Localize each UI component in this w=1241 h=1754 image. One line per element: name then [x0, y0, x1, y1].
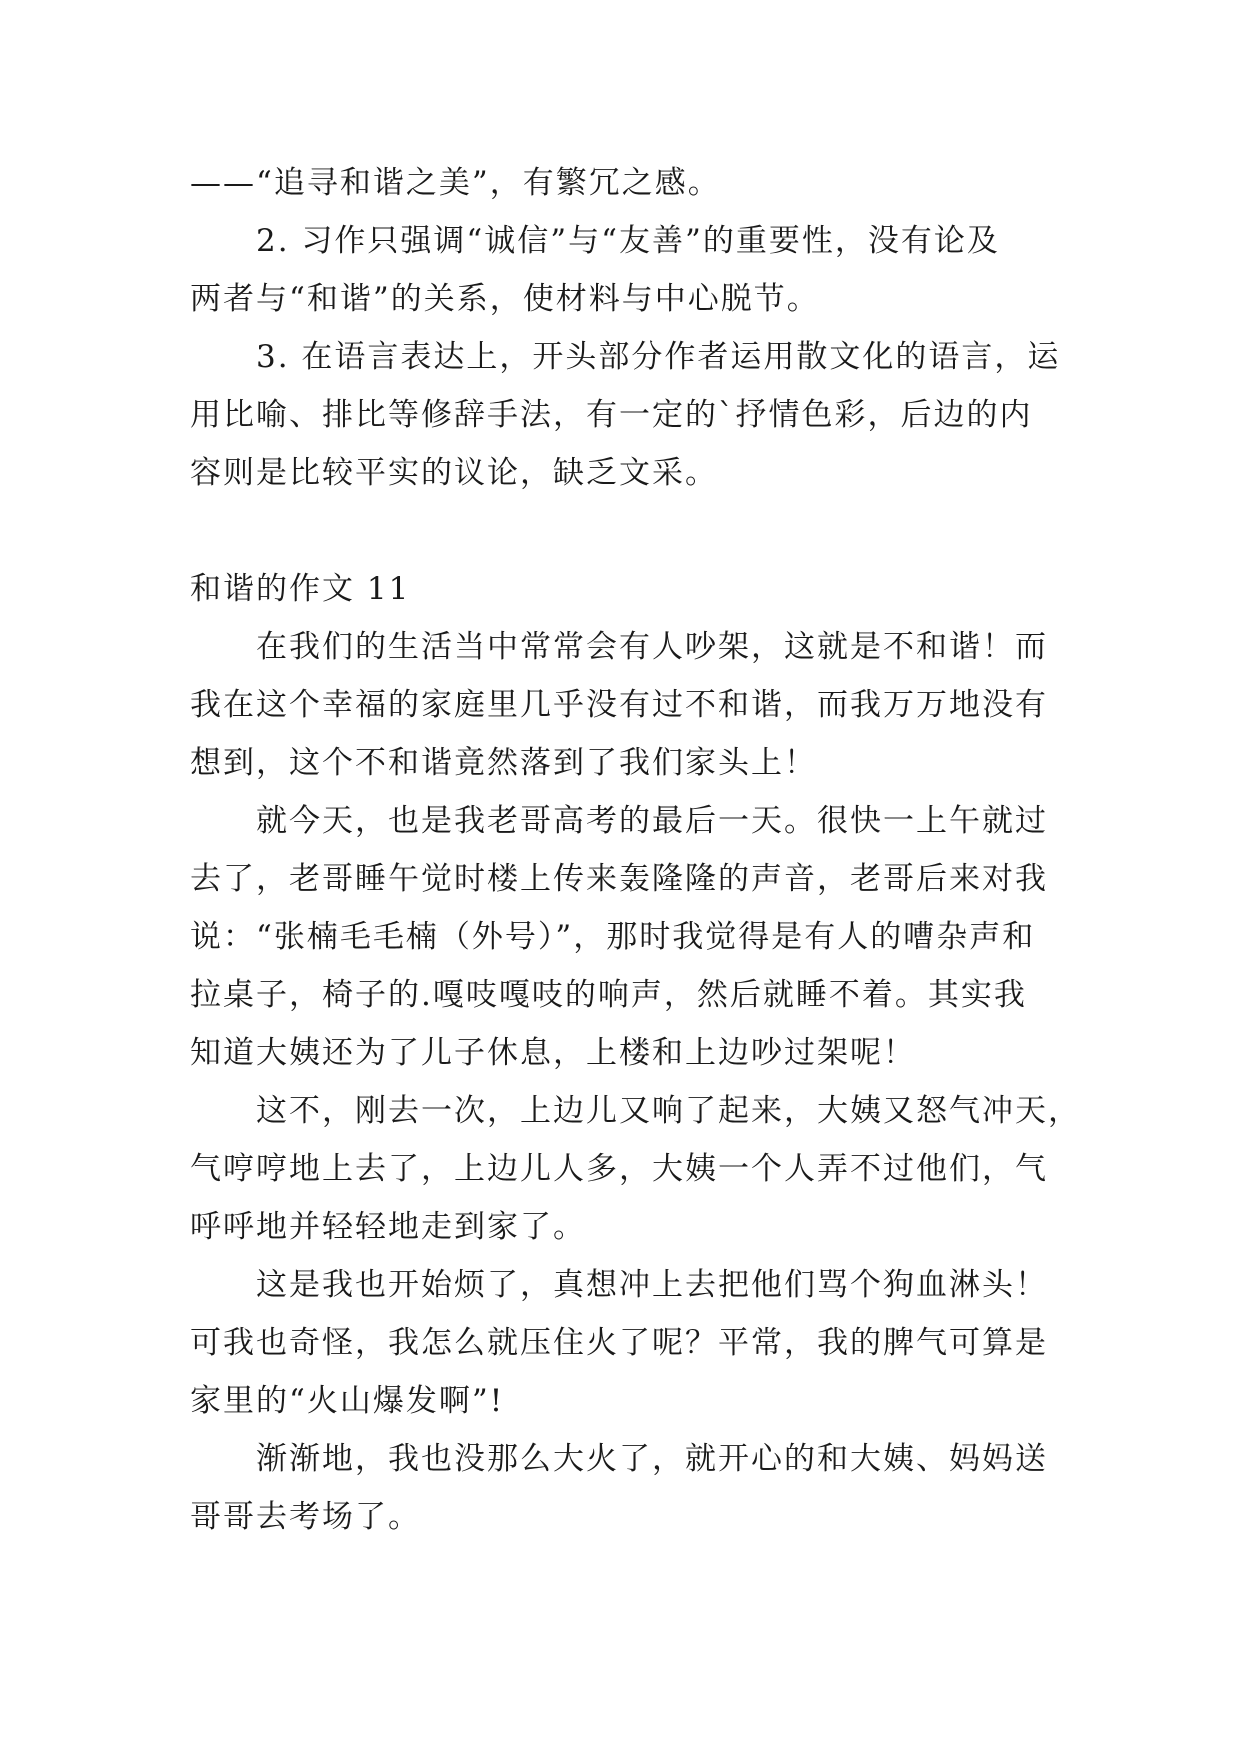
text-line: ——“追寻和谐之美”，有繁冗之感。	[190, 165, 721, 201]
text-line: 拉桌子，椅子的.嘎吱嘎吱的响声，然后就睡不着。其实我	[190, 977, 1027, 1013]
text-line: 2. 习作只强调“诚信”与“友善”的重要性，没有论及	[256, 223, 1000, 259]
text-line: 两者与“和谐”的关系，使材料与中心脱节。	[190, 281, 820, 317]
text-line: 哥哥去考场了。	[190, 1499, 421, 1535]
document-page	[190, 154, 1081, 1546]
text-line: 知道大姨还为了儿子休息，上楼和上边吵过架呢！	[190, 1035, 916, 1071]
text-line: 渐渐地，我也没那么大火了，就开心的和大姨、妈妈送	[256, 1441, 1048, 1477]
text-line: 这不，刚去一次，上边儿又响了起来，大姨又怒气冲天，	[256, 1093, 1081, 1129]
text-line: 气哼哼地上去了，上边儿人多，大姨一个人弄不过他们，气	[190, 1151, 1048, 1187]
text-line: 呼呼地并轻轻地走到家了。	[190, 1209, 586, 1245]
text-line: 家里的“火山爆发啊”!	[190, 1383, 505, 1419]
text-line: 我在这个幸福的家庭里几乎没有过不和谐，而我万万地没有	[190, 687, 1048, 723]
text-line: 可我也奇怪，我怎么就压住火了呢？平常，我的脾气可算是	[190, 1325, 1048, 1361]
text-line: 去了，老哥睡午觉时楼上传来轰隆隆的声音，老哥后来对我	[190, 861, 1048, 897]
text-line: 说：“张楠毛毛楠（外号）”，那时我觉得是有人的嘈杂声和	[190, 919, 1036, 955]
section-title: 和谐的作文 11	[190, 571, 411, 607]
text-line: 这是我也开始烦了，真想冲上去把他们骂个狗血淋头！	[256, 1267, 1048, 1303]
section-gap	[190, 502, 1050, 560]
text-line: 想到，这个不和谐竟然落到了我们家头上！	[190, 745, 817, 781]
text-line: 用比喻、排比等修辞手法，有一定的`抒情色彩，后边的内	[190, 397, 1033, 433]
text-line: 就今天，也是我老哥高考的最后一天。很快一上午就过	[256, 803, 1048, 839]
text-line: 3. 在语言表达上，开头部分作者运用散文化的语言，运	[256, 339, 1061, 375]
text-line: 容则是比较平实的议论，缺乏文采。	[190, 455, 718, 491]
text-line: 在我们的生活当中常常会有人吵架，这就是不和谐！而	[256, 629, 1048, 665]
